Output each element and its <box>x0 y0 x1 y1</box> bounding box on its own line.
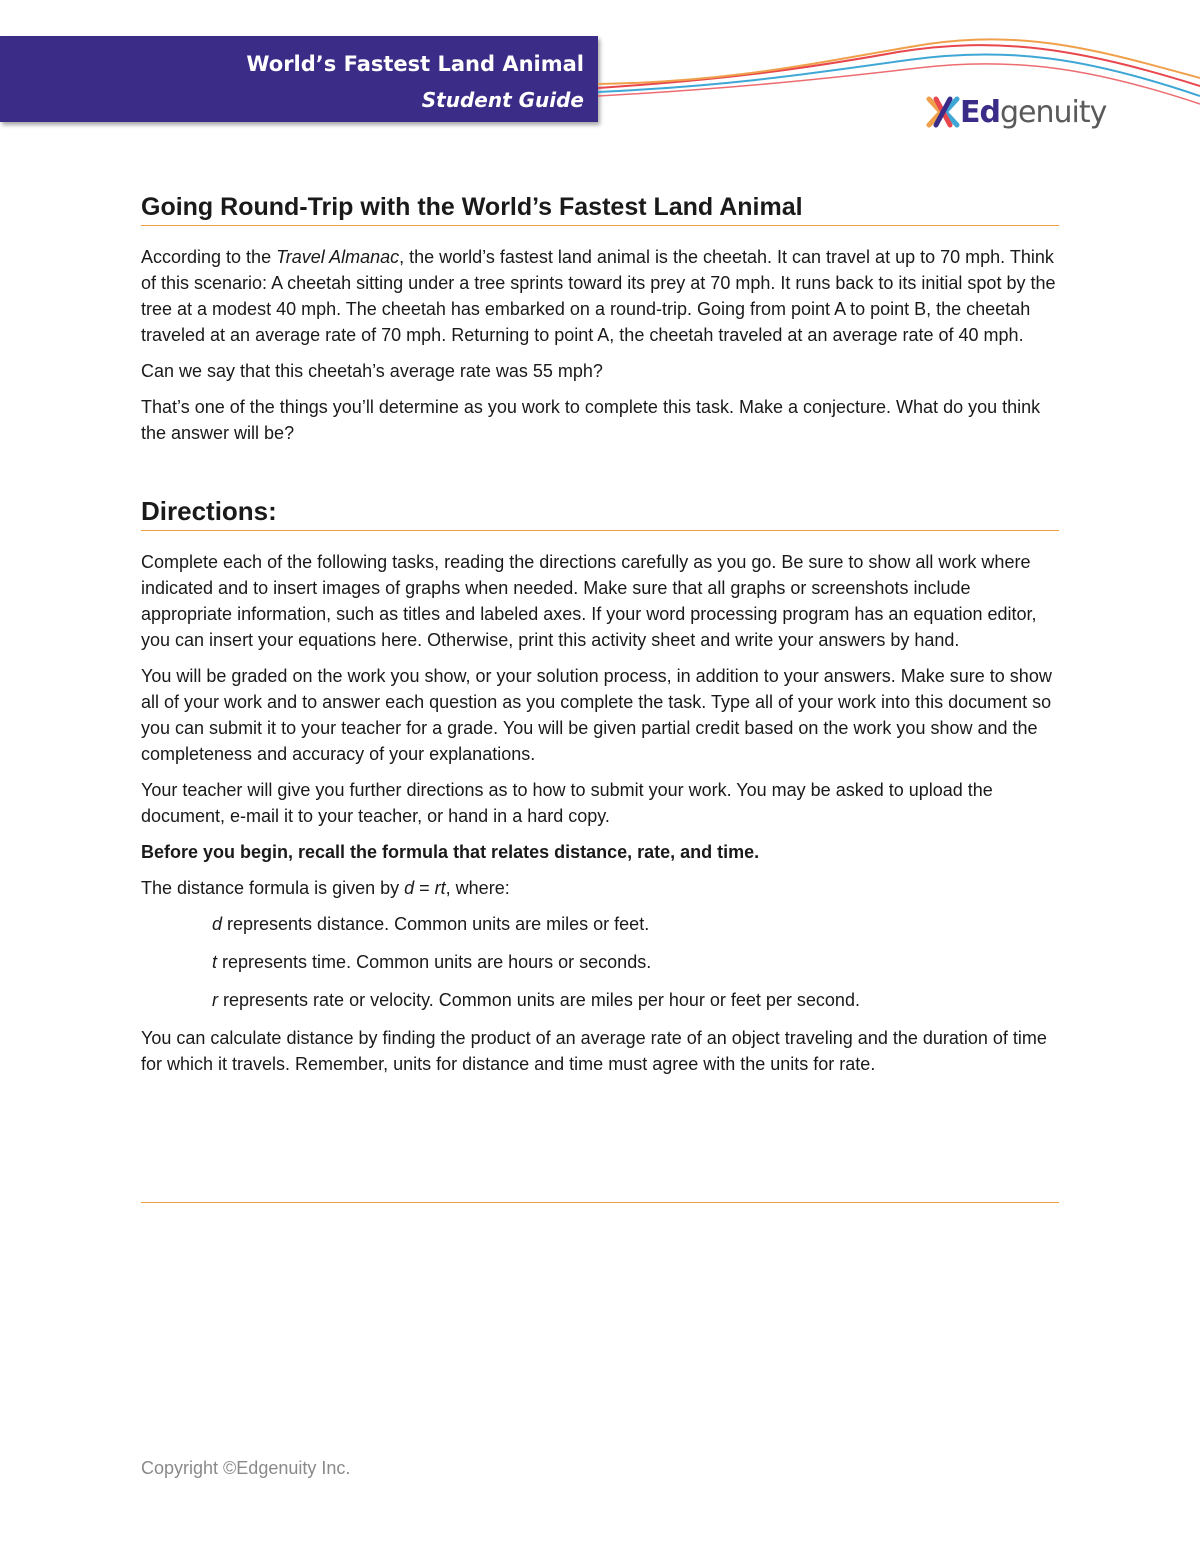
copyright-notice: Copyright ©Edgenuity Inc. <box>141 1458 351 1478</box>
directions-paragraph-1: Complete each of the following tasks, reading the directions carefully as you go. Be sure to show all work where indicated and to insert images of graphs when needed. Make sure that all graphs or screenshots include appropriate information, such as titles and labeled axes. If your word processing program has an equation editor, you can insert your equations here. Otherwise, print this activity sheet and write your answers by hand. <box>141 552 1037 650</box>
section-heading-intro: Going Round-Trip with the World’s Fastest Land Animal <box>141 193 1059 226</box>
definition-time: t represents time. Common units are hours or seconds. <box>212 952 652 972</box>
closing-paragraph: You can calculate distance by finding the product of an average rate of an object traveling and the duration of time for which it travels. Remember, units for distance and time must agree with the units for rate. <box>141 1028 1047 1074</box>
document-subtitle: Student Guide <box>421 88 584 112</box>
definition-rate: r represents rate or velocity. Common units are miles per hour or feet per second. <box>212 990 860 1010</box>
header-banner <box>0 36 598 122</box>
conjecture-paragraph: That’s one of the things you’ll determine as you work to complete this task. Make a conjecture. What do you think the answer will be? <box>141 397 1041 443</box>
document-body <box>141 193 1059 1087</box>
edgenuity-logo <box>926 92 1106 132</box>
recall-instruction: Before you begin, recall the formula that relates distance, rate, and time. <box>141 842 760 862</box>
logo-wordmark: Edgenuity <box>960 94 1107 130</box>
document-title: World’s Fastest Land Animal <box>246 52 584 76</box>
section-divider <box>141 1202 1059 1203</box>
directions-paragraph-2: You will be graded on the work you show, or your solution process, in addition to your answers. Make sure to show all of your work and to answer each question as you complete the task. Type all of your work into this document so you can submit it to your teacher for a grade. You will be given partial credit based on the work you show and the completeness and accuracy of your explanations. <box>141 666 1052 764</box>
definition-distance: d represents distance. Common units are miles or feet. <box>212 914 650 934</box>
decorative-waves <box>598 30 1200 110</box>
intro-paragraph: According to the Travel Almanac, the world’s fastest land animal is the cheetah. It can travel at up to 70 mph. Think of this scenario: A cheetah sitting under a tree sprints toward its prey at 70 mph. It runs back to its initial spot by the tree at a modest 40 mph. The cheetah has embarked on a round-trip. Going from point A to point B, the cheetah traveled at an average rate of 70 mph. Returning to point A, the cheetah traveled at an average rate of 40 mph. <box>141 247 1056 345</box>
edgenuity-x-logo-icon <box>926 95 960 129</box>
question-paragraph: Can we say that this cheetah’s average rate was 55 mph? <box>141 361 603 381</box>
section-heading-directions: Directions: <box>141 496 1059 531</box>
directions-paragraph-3: Your teacher will give you further directions as to how to submit your work. You may be asked to upload the document, e-mail it to your teacher, or hand in a hard copy. <box>141 780 993 826</box>
formula-paragraph: The distance formula is given by d = rt, where: <box>141 878 510 898</box>
